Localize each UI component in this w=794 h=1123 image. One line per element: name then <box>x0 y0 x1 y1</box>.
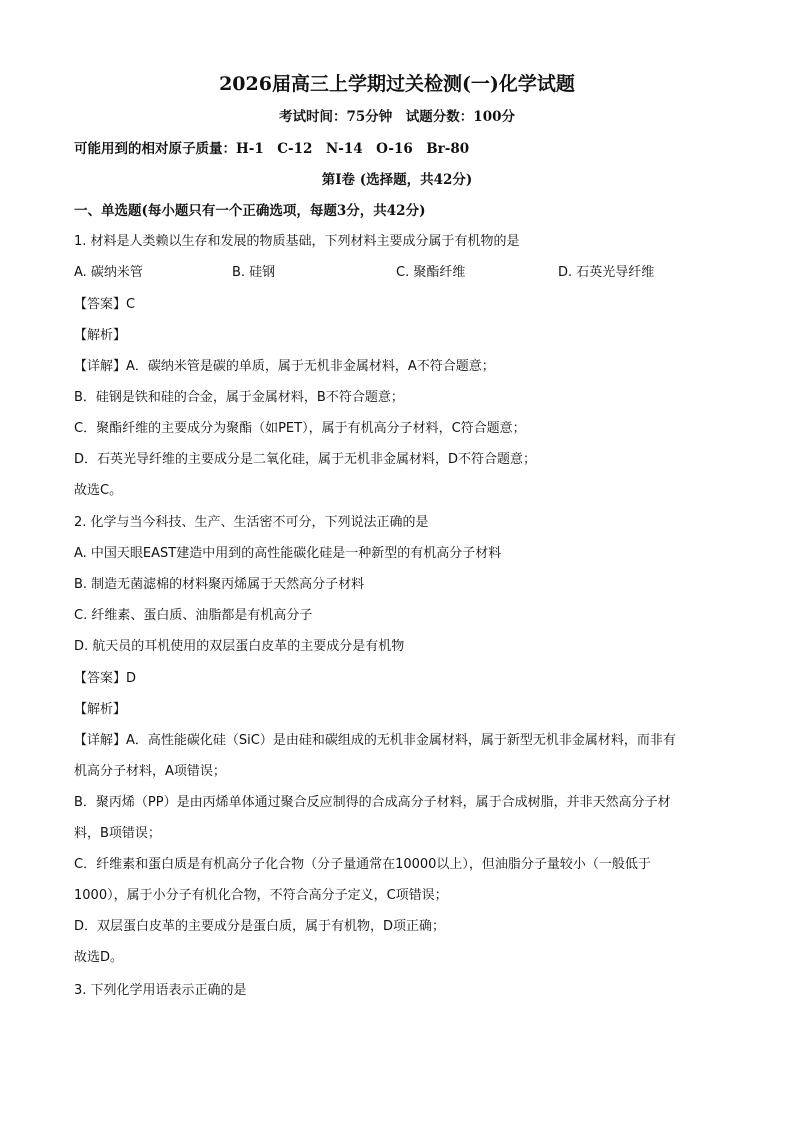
question-2-detail-line: D．双层蛋白皮革的主要成分是蛋白质，属于有机物，D项正确； <box>74 919 446 934</box>
section-heading: 一、单选题(每小题只有一个正确选项，每题3分，共42分) <box>74 203 426 219</box>
question-2-answer: 【答案】D <box>74 671 137 686</box>
question-3-stem: 3. 下列化学用语表示正确的是 <box>74 983 247 998</box>
volume-heading: 第Ⅰ卷 (选择题，共42分) <box>321 172 473 188</box>
question-1-answer: 【答案】C <box>74 297 136 312</box>
atomic-mass-line: 可能用到的相对原子质量：H-1 C-12 N-14 O-16 Br-80 <box>74 141 470 157</box>
question-2-detail-line: 机高分子材料，A项错误； <box>74 764 226 779</box>
question-1-detail-line: 【详解】A．碳纳米管是碳的单质，属于无机非金属材料，A不符合题意； <box>74 359 495 374</box>
question-1-conclusion: 故选C。 <box>74 483 123 498</box>
question-2-detail-line: 【详解】A．高性能碳化硅（SiC）是由硅和碳组成的无机非金属材料，属于新型无机非金属材料，而非有 <box>74 733 676 748</box>
question-2-option-b: B. 制造无菌滤棉的材料聚丙烯属于天然高分子材料 <box>74 577 365 592</box>
question-1-detail-line: D．石英光导纤维的主要成分是二氧化硅，属于无机非金属材料，D不符合题意； <box>74 452 537 467</box>
question-1-option-a: A. 碳纳米管 <box>74 265 143 280</box>
question-2-option-a: A. 中国天眼EAST建造中用到的高性能碳化硅是一种新型的有机高分子材料 <box>74 546 502 561</box>
question-2-detail-line: 1000），属于小分子有机化合物，不符合高分子定义，C项错误； <box>74 888 448 903</box>
page-title: 2026届高三上学期过关检测(一)化学试题 <box>219 73 575 95</box>
exam-info: 考试时间：75分钟 试题分数：100分 <box>279 109 515 125</box>
question-1-option-c: C. 聚酯纤维 <box>396 265 466 280</box>
question-2-analysis-label: 【解析】 <box>74 702 127 717</box>
question-2-stem: 2. 化学与当今科技、生产、生活密不可分，下列说法正确的是 <box>74 515 429 530</box>
question-2-detail-line: C．纤维素和蛋白质是有机高分子化合物（分子量通常在10000以上），但油脂分子量较小（一般低于 <box>74 857 651 872</box>
question-2-conclusion: 故选D。 <box>74 950 124 965</box>
question-1-detail-line: B．硅钢是铁和硅的合金，属于金属材料，B不符合题意； <box>74 390 404 405</box>
question-2-option-d: D. 航天员的耳机使用的双层蛋白皮革的主要成分是有机物 <box>74 639 405 654</box>
question-1-option-b: B. 硅钢 <box>232 265 276 280</box>
question-2-detail-line: 料，B项错误； <box>74 826 161 841</box>
question-2-option-c: C. 纤维素、蛋白质、油脂都是有机高分子 <box>74 608 313 623</box>
question-1-stem: 1. 材料是人类赖以生存和发展的物质基础，下列材料主要成分属于有机物的是 <box>74 234 520 249</box>
question-1-option-d: D. 石英光导纤维 <box>558 265 655 280</box>
question-1-analysis-label: 【解析】 <box>74 328 127 343</box>
question-1-detail-line: C．聚酯纤维的主要成分为聚酯（如PET），属于有机高分子材料，C符合题意； <box>74 421 526 436</box>
question-2-detail-line: B．聚丙烯（PP）是由丙烯单体通过聚合反应制得的合成高分子材料，属于合成树脂，并非天然高分子材 <box>74 795 671 810</box>
